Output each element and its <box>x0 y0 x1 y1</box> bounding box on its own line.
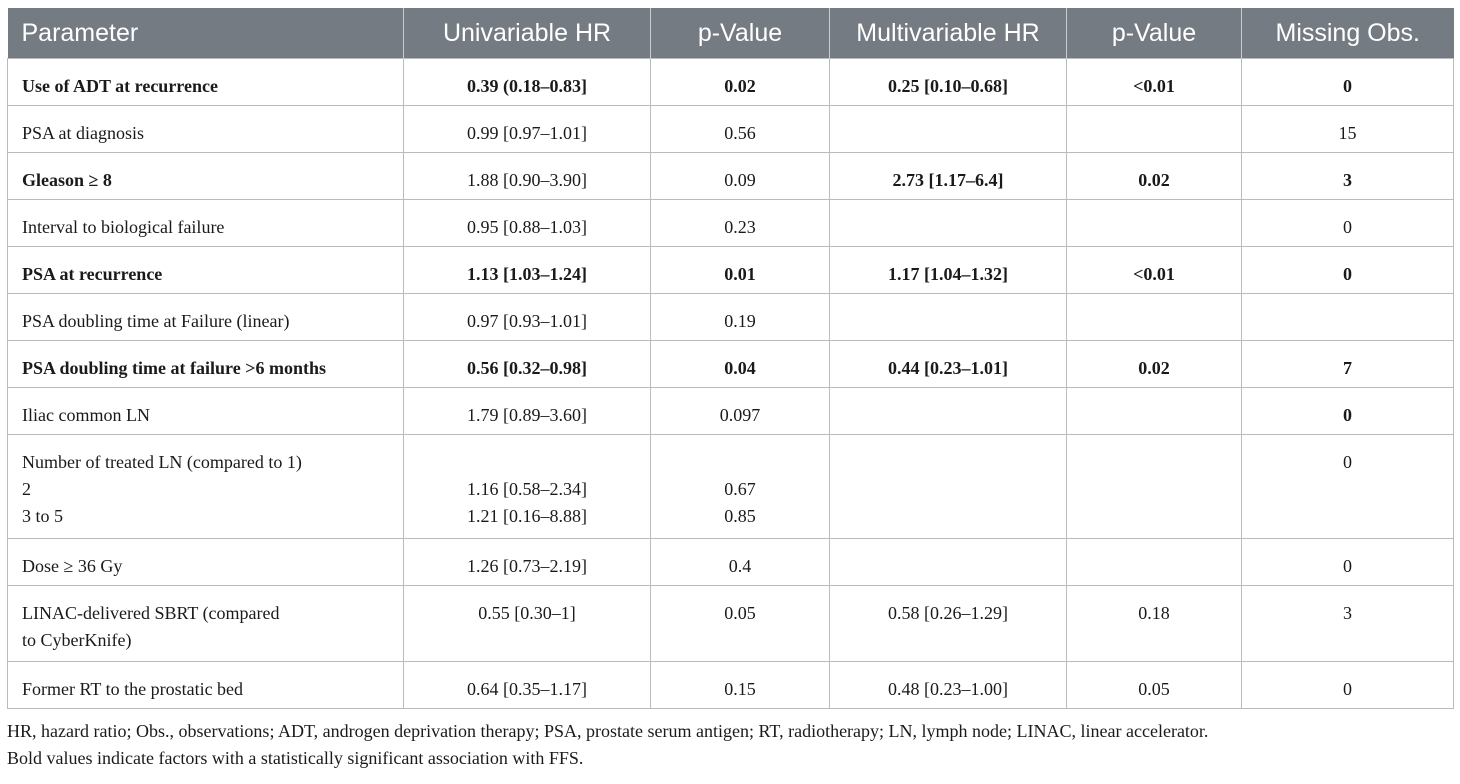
cell-p-value-multi: <0.01 <box>1067 247 1242 294</box>
cell-parameter: Interval to biological failure <box>8 200 404 247</box>
header-p-value-multi: p-Value <box>1067 8 1242 59</box>
cell-missing-obs: 0 <box>1242 388 1454 435</box>
cell-parameter: Number of treated LN (compared to 1) 2 3 to 5 <box>8 435 404 539</box>
cell-missing-obs: 0 <box>1242 247 1454 294</box>
cell-univariable-hr: 1.88 [0.90–3.90] <box>404 153 651 200</box>
results-table-container <box>7 8 1453 772</box>
cell-univariable-hr: 1.13 [1.03–1.24] <box>404 247 651 294</box>
cell-missing-obs: 0 <box>1242 662 1454 709</box>
cell-p-value-uni: 0.01 <box>651 247 830 294</box>
cell-p-value-multi <box>1067 200 1242 247</box>
header-row <box>8 8 1454 59</box>
cell-missing-obs: 0 <box>1242 59 1454 106</box>
table-row-dose <box>8 539 1454 586</box>
cell-multivariable-hr: 2.73 [1.17–6.4] <box>830 153 1067 200</box>
cell-multivariable-hr <box>830 106 1067 153</box>
cell-univariable-hr: 0.39 (0.18–0.83] <box>404 59 651 106</box>
cell-univariable-hr: 1.26 [0.73–2.19] <box>404 539 651 586</box>
cell-univariable-hr: 0.56 [0.32–0.98] <box>404 341 651 388</box>
header-parameter: Parameter <box>8 8 404 59</box>
cell-missing-obs: 3 <box>1242 153 1454 200</box>
cell-multivariable-hr <box>830 200 1067 247</box>
table-row <box>8 106 1454 153</box>
table-row-linac <box>8 586 1454 662</box>
header-multivariable-hr: Multivariable HR <box>830 8 1067 59</box>
cell-p-value-multi: 0.18 <box>1067 586 1242 662</box>
cell-p-value-uni: 0.56 <box>651 106 830 153</box>
cell-p-value-uni: 0.02 <box>651 59 830 106</box>
cell-missing-obs: 3 <box>1242 586 1454 662</box>
cell-multivariable-hr: 1.17 [1.04–1.32] <box>830 247 1067 294</box>
cell-univariable-hr: 1.79 [0.89–3.60] <box>404 388 651 435</box>
cell-missing-obs: 0 <box>1242 200 1454 247</box>
cell-parameter: Former RT to the prostatic bed <box>8 662 404 709</box>
cell-p-value-multi: 0.05 <box>1067 662 1242 709</box>
cell-missing-obs: 0 <box>1242 435 1454 539</box>
table-row <box>8 153 1454 200</box>
cell-p-value-uni: 0.097 <box>651 388 830 435</box>
cell-p-value-uni: 0.15 <box>651 662 830 709</box>
hazard-ratio-table <box>7 8 1454 709</box>
abbreviations-note: HR, hazard ratio; Obs., observations; ADT, androgen deprivation therapy; PSA, prostate serum antigen; RT, radiotherapy; LN, lymph node; LINAC, linear accelerator. <box>7 721 1209 741</box>
cell-p-value-multi: <0.01 <box>1067 59 1242 106</box>
cell-missing-obs: 7 <box>1242 341 1454 388</box>
cell-missing-obs: 0 <box>1242 539 1454 586</box>
cell-univariable-hr: 0.99 [0.97–1.01] <box>404 106 651 153</box>
cell-p-value-multi <box>1067 388 1242 435</box>
table-row <box>8 294 1454 341</box>
cell-p-value-multi: 0.02 <box>1067 341 1242 388</box>
cell-parameter: Gleason ≥ 8 <box>8 153 404 200</box>
cell-p-value-multi <box>1067 435 1242 539</box>
cell-p-value-uni: 0.04 <box>651 341 830 388</box>
cell-parameter: PSA at diagnosis <box>8 106 404 153</box>
cell-p-value-uni: 0.09 <box>651 153 830 200</box>
cell-parameter: Use of ADT at recurrence <box>8 59 404 106</box>
cell-univariable-hr: 1.16 [0.58–2.34] 1.21 [0.16–8.88] <box>404 435 651 539</box>
cell-univariable-hr: 0.64 [0.35–1.17] <box>404 662 651 709</box>
cell-p-value-uni: 0.67 0.85 <box>651 435 830 539</box>
cell-multivariable-hr: 0.48 [0.23–1.00] <box>830 662 1067 709</box>
cell-parameter: PSA at recurrence <box>8 247 404 294</box>
table-row <box>8 59 1454 106</box>
cell-missing-obs <box>1242 294 1454 341</box>
cell-parameter: Iliac common LN <box>8 388 404 435</box>
header-missing-obs: Missing Obs. <box>1242 8 1454 59</box>
cell-multivariable-hr: 0.58 [0.26–1.29] <box>830 586 1067 662</box>
cell-parameter: PSA doubling time at Failure (linear) <box>8 294 404 341</box>
cell-p-value-uni: 0.4 <box>651 539 830 586</box>
cell-multivariable-hr <box>830 294 1067 341</box>
cell-p-value-multi <box>1067 106 1242 153</box>
cell-multivariable-hr <box>830 435 1067 539</box>
table-row-former-rt <box>8 662 1454 709</box>
cell-p-value-multi <box>1067 539 1242 586</box>
cell-univariable-hr: 0.95 [0.88–1.03] <box>404 200 651 247</box>
cell-parameter: PSA doubling time at failure >6 months <box>8 341 404 388</box>
table-row <box>8 200 1454 247</box>
cell-multivariable-hr: 0.44 [0.23–1.01] <box>830 341 1067 388</box>
cell-univariable-hr: 0.55 [0.30–1] <box>404 586 651 662</box>
cell-p-value-uni: 0.05 <box>651 586 830 662</box>
header-univariable-hr: Univariable HR <box>404 8 651 59</box>
table-row <box>8 247 1454 294</box>
cell-parameter: LINAC-delivered SBRT (compared to CyberKnife) <box>8 586 404 662</box>
cell-p-value-multi <box>1067 294 1242 341</box>
bold-values-note: Bold values indicate factors with a statistically significant association with FFS. <box>7 748 584 768</box>
table-row-treated-ln <box>8 435 1454 539</box>
cell-p-value-uni: 0.23 <box>651 200 830 247</box>
cell-p-value-multi: 0.02 <box>1067 153 1242 200</box>
cell-p-value-uni: 0.19 <box>651 294 830 341</box>
table-row <box>8 388 1454 435</box>
cell-multivariable-hr: 0.25 [0.10–0.68] <box>830 59 1067 106</box>
table-row <box>8 341 1454 388</box>
cell-multivariable-hr <box>830 539 1067 586</box>
table-footnotes <box>7 718 1453 772</box>
cell-univariable-hr: 0.97 [0.93–1.01] <box>404 294 651 341</box>
cell-parameter: Dose ≥ 36 Gy <box>8 539 404 586</box>
cell-multivariable-hr <box>830 388 1067 435</box>
cell-missing-obs: 15 <box>1242 106 1454 153</box>
header-p-value-uni: p-Value <box>651 8 830 59</box>
